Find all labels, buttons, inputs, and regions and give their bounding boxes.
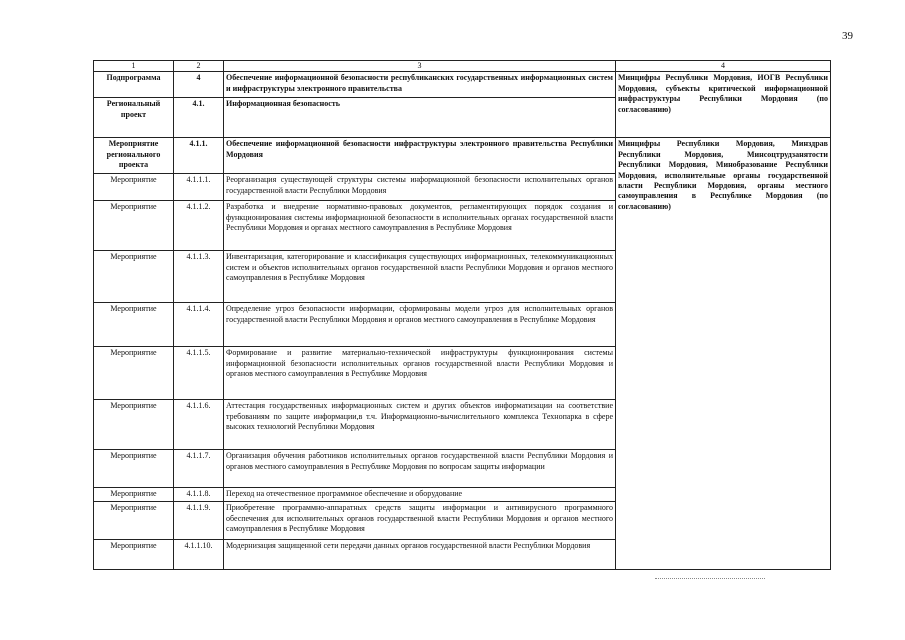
row-text: Разработка и внедрение нормативно-правовых документов, регламентирующих порядок создания и функционирования системы информационной безопасности в исполнительных органах государственной власти Республики Мордовия и органах местного самоуправления в Республике Мордовия: [224, 201, 616, 251]
row-type: Мероприятие: [94, 347, 174, 400]
row-type: Подпрограмма: [94, 72, 174, 98]
row-text: Инвентаризация, категорирование и классификация существующих информационных, телекоммуникационных систем и объектов исполнительных органов государственной власти Республики Мордовия и органов местного самоуправления в Республике Мордовия: [224, 251, 616, 303]
row-text: Реорганизация существующей структуры системы информационной безопасности исполнительных органов государственной власти Республики Мордовия: [224, 174, 616, 201]
executors-cell: Минцифры Республики Мордовия, ИОГВ Республики Мордовия, субъекты критической информационной инфраструктуры Республики Мордовия (по согласованию): [616, 72, 831, 138]
row-type: Мероприятие: [94, 488, 174, 502]
row-text: Обеспечение информационной безопасности республиканских государственных информационных систем и инфраструктуры электронного правительства: [224, 72, 616, 98]
row-number: 4.1.1.7.: [174, 450, 224, 488]
page-number: 39: [842, 30, 853, 42]
row-number: 4.1.1.3.: [174, 251, 224, 303]
row-text: Формирование и развитие материально-технической инфраструктуры функционирования системы информационной безопасности исполнительных органов государственной власти Республики Мордовия и органов местного самоуправления в Республике Мордовия: [224, 347, 616, 400]
row-text: Организация обучения работников исполнительных органов государственной власти Республики Мордовия и органов местного самоуправления в Республике Мордовия по вопросам защиты информации: [224, 450, 616, 488]
table-header-row: [94, 61, 831, 72]
row-number: 4.1.1.9.: [174, 502, 224, 540]
header-cell: 1: [94, 61, 174, 72]
row-type: Мероприятие: [94, 450, 174, 488]
row-text: Информационная безопасность: [224, 98, 616, 138]
row-type: Мероприятие регионального проекта: [94, 138, 174, 174]
row-type: Мероприятие: [94, 502, 174, 540]
row-number: 4.1.1.: [174, 138, 224, 174]
row-type: Мероприятие: [94, 540, 174, 570]
row-number: 4.1.1.5.: [174, 347, 224, 400]
row-text: Определение угроз безопасности информации, сформированы модели угроз для исполнительных органов государственной власти Республики Мордовия и органов местного самоуправления в Республике Мордовия: [224, 303, 616, 347]
row-type: Мероприятие: [94, 251, 174, 303]
row-type: Мероприятие: [94, 201, 174, 251]
row-text: Переход на отечественное программное обеспечение и оборудование: [224, 488, 616, 502]
row-number: 4.1.1.2.: [174, 201, 224, 251]
header-cell: 4: [616, 61, 831, 72]
header-cell: 3: [224, 61, 616, 72]
row-type: Мероприятие: [94, 174, 174, 201]
scan-artifact: [655, 578, 765, 582]
table-row: [94, 138, 831, 174]
row-text: Аттестация государственных информационных систем и других объектов информатизации на соответствие требованиям по защите информации,в т.ч. Информационно-вычислительного комплекса Технопарка в сфере высоких технологий Республики Мордовия: [224, 400, 616, 450]
row-type: Мероприятие: [94, 400, 174, 450]
row-type: Мероприятие: [94, 303, 174, 347]
program-table: [93, 60, 831, 570]
table-row: [94, 72, 831, 98]
row-number: 4.1.1.8.: [174, 488, 224, 502]
row-number: 4.1.1.4.: [174, 303, 224, 347]
row-number: 4.1.1.6.: [174, 400, 224, 450]
header-cell: 2: [174, 61, 224, 72]
row-number: 4.1.1.10.: [174, 540, 224, 570]
row-text: Приобретение программно-аппаратных средств защиты информации и антивирусного программного обеспечения для исполнительных органов государственной власти Республики Мордовия и органов местного самоуправления в Республике Мордовия: [224, 502, 616, 540]
row-text: Модернизация защищенной сети передачи данных органов государственной власти Республики Мордовия: [224, 540, 616, 570]
row-number: 4.1.1.1.: [174, 174, 224, 201]
row-number: 4: [174, 72, 224, 98]
row-text: Обеспечение информационной безопасности инфраструктуры электронного правительства Республики Мордовия: [224, 138, 616, 174]
row-type: Региональный проект: [94, 98, 174, 138]
executors-cell: Минцифры Республики Мордовия, Минздрав Республики Мордовия, Минсоцтрудзанятости Республики Мордовия, Минобразование Республики Мордовия, исполнительные органы государственной власти Республики Мордовия, органы местного самоуправления в Республике Мордовия (по согласованию): [616, 138, 831, 570]
row-number: 4.1.: [174, 98, 224, 138]
